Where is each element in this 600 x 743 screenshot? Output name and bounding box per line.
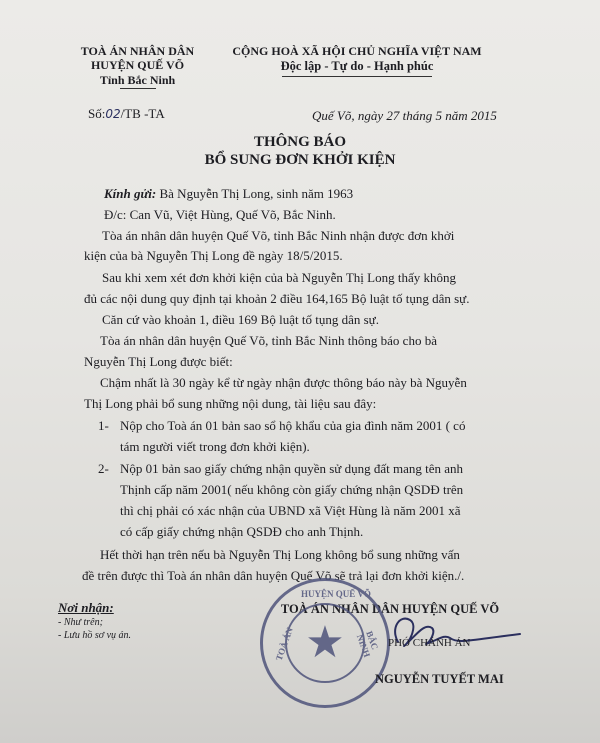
place-date: Quế Võ, ngày 27 tháng 5 năm 2015	[312, 108, 497, 123]
item-2-line2: Thịnh cấp năm 2001( nếu không còn giấy chứng nhận QSDĐ trên	[120, 482, 464, 497]
signature-title: PHÓ CHÁNH ÁN	[388, 637, 471, 649]
notice-title: THÔNG BÁO	[253, 134, 347, 150]
signature-org: TOÀ ÁN NHÂN DÂN HUYỆN QUẾ VÕ	[280, 602, 500, 616]
handwritten-signature	[380, 598, 530, 668]
paragraph-1-line1: Tòa án nhân dân huyện Quế Võ, tỉnh Bắc Ninh nhận được đơn khởi	[102, 228, 455, 243]
seal-text-left: TOÀ ÁN	[273, 626, 295, 662]
doc-number-prefix: Số:	[88, 106, 106, 121]
paragraph-1-line2: kiện của bà Nguyễn Thị Long đề ngày 18/5/2015.	[84, 248, 343, 263]
recipient-value: Bà Nguyễn Thị Long, sinh năm 1963	[159, 186, 354, 201]
court-name-line2: HUYỆN QUẾ VÕ	[90, 58, 185, 72]
header-left-rule	[120, 88, 156, 89]
recipient-address: Đ/c: Can Vũ, Việt Hùng, Quế Võ, Bắc Ninh.	[104, 207, 336, 222]
doc-number	[88, 106, 165, 122]
nation-title: CỘNG HOÀ XÃ HỘI CHỦ NGHĨA VIỆT NAM	[232, 44, 482, 58]
seal-text-right: BẮC NINH	[354, 629, 381, 659]
item-2-line4: có cấp giấy chứng nhận QSDĐ cho anh Thịnh.	[120, 524, 364, 539]
paragraph-6-line1: Hết thời hạn trên nếu bà Nguyễn Thị Long không bổ sung những vấn	[100, 547, 460, 562]
doc-number-suffix: /TB -TA	[120, 106, 165, 121]
item-1-line2: tám người viết trong đơn khởi kiện).	[120, 439, 310, 454]
item-1-line1: Nộp cho Toà án 01 bản sao sổ hộ khẩu của gia đình năm 2001 ( có	[120, 418, 466, 433]
court-seal	[260, 578, 390, 708]
court-province: Tỉnh Bắc Ninh	[99, 73, 176, 87]
paragraph-5-line1: Chậm nhất là 30 ngày kể từ ngày nhận được thông báo này bà Nguyễn	[100, 375, 467, 390]
seal-text-top: HUYỆN QUẾ VÕ	[301, 589, 371, 599]
nation-motto: Độc lập - Tự do - Hạnh phúc	[280, 59, 434, 73]
paragraph-4-line2: Nguyễn Thị Long được biết:	[84, 354, 233, 369]
recipients-label: Nơi nhận:	[58, 600, 114, 615]
signature-name: NGUYỄN TUYẾT MAI	[375, 672, 504, 686]
recipient-line	[104, 186, 353, 202]
recipient-2: - Lưu hồ sơ vụ án.	[58, 630, 132, 641]
item-2-line1: Nộp 01 bản sao giấy chứng nhận quyền sử dụng đất mang tên anh	[120, 461, 463, 476]
paragraph-2-line1: Sau khi xem xét đơn khởi kiện của bà Nguyễn Thị Long thấy không	[102, 270, 456, 285]
paragraph-3: Căn cứ vào khoản 1, điều 169 Bộ luật tố tụng dân sự.	[102, 312, 379, 327]
paragraph-2-line2: đủ các nội dung quy định tại khoản 2 điều 164,165 Bộ luật tố tụng dân sự.	[84, 291, 470, 306]
item-2-line3: thì chị phải có xác nhận của UBND xã Việt Hùng là năm 2001 xã	[120, 503, 461, 518]
header-right-rule	[282, 76, 432, 77]
court-name-line1: TOÀ ÁN NHÂN DÂN	[80, 44, 195, 58]
item-1-number: 1-	[98, 418, 109, 433]
notice-subtitle: BỔ SUNG ĐƠN KHỞI KIỆN	[204, 152, 396, 168]
recipient-label: Kính gửi:	[104, 186, 157, 201]
paragraph-5-line2: Thị Long phải bổ sung những nội dung, tài liệu sau đây:	[84, 396, 377, 411]
doc-number-handwritten: 02	[105, 107, 121, 121]
recipient-1: - Như trên;	[58, 617, 103, 628]
seal-star-icon: ★	[305, 618, 345, 667]
paragraph-4-line1: Tòa án nhân dân huyện Quế Võ, tỉnh Bắc Ninh thông báo cho bà	[100, 333, 437, 348]
paragraph-6-line2: đề trên được thì Toà án nhân dân huyện Quế Võ sẽ trả lại đơn khởi kiện./.	[82, 568, 465, 583]
item-2-number: 2-	[98, 461, 109, 476]
